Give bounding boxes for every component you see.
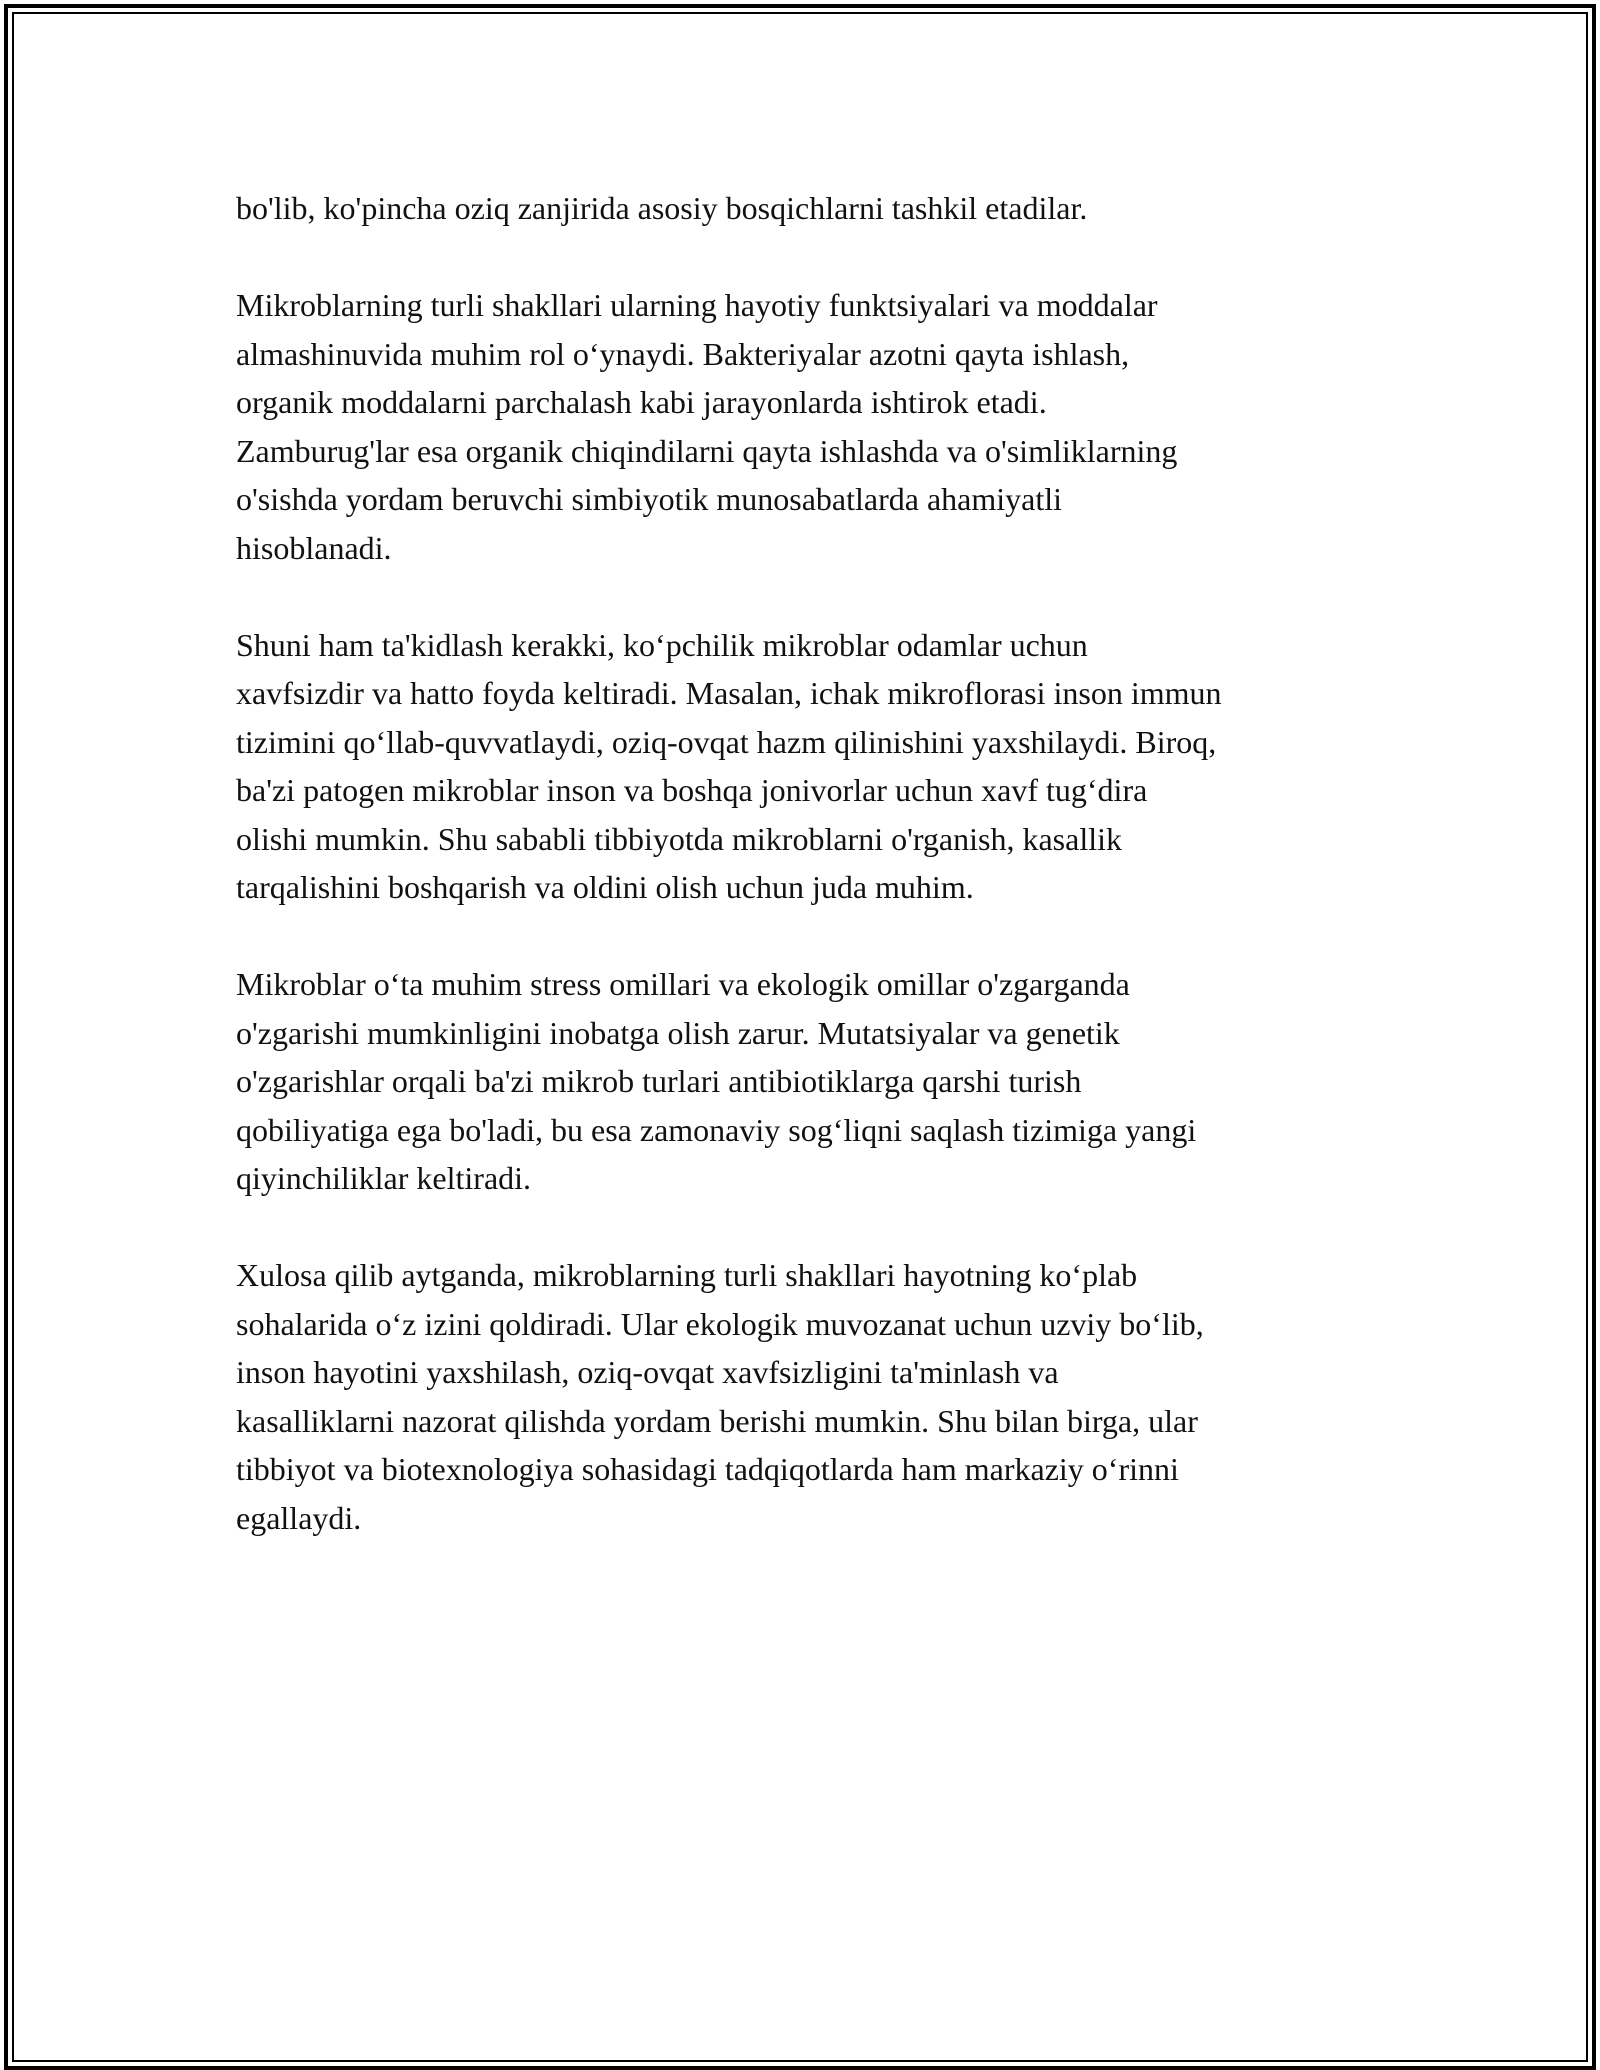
text-line: Shuni ham ta'kidlash kerakki, ko‘pchilik mikroblar odamlar uchun	[236, 626, 1088, 663]
text-line: Mikroblarning turli shakllari ularning hayotiy funktsiyalari va moddalar	[236, 287, 1158, 323]
text-line: olishi mumkin. Shu sababli tibbiyotda mikroblarni o'rganish, kasallik	[236, 820, 1122, 857]
text-line: tizimini qo‘llab-quvvatlaydi, oziq-ovqat hazm qilinishini yaxshilaydi. Biroq,	[236, 723, 1217, 760]
paragraph-3	[236, 621, 1376, 912]
paragraph-1	[236, 184, 1376, 233]
text-line: qobiliyatiga ega bo'ladi, bu esa zamonaviy sog‘liqni saqlash tizimiga yangi	[236, 1111, 1197, 1148]
text-line: almashinuvida muhim rol o‘ynaydi. Bakteriyalar azotni qayta ishlash,	[236, 335, 1130, 372]
text-line: xavfsizdir va hatto foyda keltiradi. Masalan, ichak mikroflorasi inson immun	[236, 675, 1222, 711]
text-line: egallaydi.	[236, 1499, 362, 1536]
paragraph-4	[236, 960, 1376, 1203]
text-line: ba'zi patogen mikroblar inson va boshqa jonivorlar uchun xavf tug‘dira	[236, 772, 1148, 808]
text-line: tarqalishini boshqarish va oldini olish uchun juda muhim.	[236, 869, 974, 905]
text-line: Mikroblar o‘ta muhim stress omillari va ekologik omillar o'zgarganda	[236, 966, 1130, 1002]
text-line: o'zgarishi mumkinligini inobatga olish zarur. Mutatsiyalar va genetik	[236, 1014, 1120, 1051]
text-line: organik moddalarni parchalash kabi jarayonlarda ishtirok etadi.	[236, 384, 1047, 420]
text-line: sohalarida o‘z izini qoldiradi. Ular ekologik muvozanat uchun uzviy bo‘lib,	[236, 1305, 1204, 1342]
text-line: qiyinchiliklar keltiradi.	[236, 1160, 532, 1196]
paragraph-5	[236, 1251, 1376, 1542]
text-line: o'zgarishlar orqali ba'zi mikrob turlari antibiotiklarga qarshi turish	[236, 1063, 1082, 1099]
text-line: hisoblanadi.	[236, 529, 392, 566]
text-line: Xulosa qilib aytganda, mikroblarning turli shakllari hayotning ko‘plab	[236, 1257, 1138, 1293]
text-line: tibbiyot va biotexnologiya sohasidagi tadqiqotlarda ham markaziy o‘rinni	[236, 1451, 1179, 1487]
text-line: inson hayotini yaxshilash, oziq-ovqat xavfsizligini ta'minlash va	[236, 1354, 1059, 1390]
text-line: kasalliklarni nazorat qilishda yordam berishi mumkin. Shu bilan birga, ular	[236, 1402, 1198, 1439]
text-line: bo'lib, ko'pincha oziq zanjirida asosiy bosqichlarni tashkil etadilar.	[236, 190, 1088, 226]
paragraph-2	[236, 281, 1376, 572]
document-body	[236, 184, 1376, 1591]
text-line: o'sishda yordam beruvchi simbiyotik munosabatlarda ahamiyatli	[236, 481, 1063, 517]
text-line: Zamburug'lar esa organik chiqindilarni qayta ishlashda va o'simliklarning	[236, 432, 1178, 469]
